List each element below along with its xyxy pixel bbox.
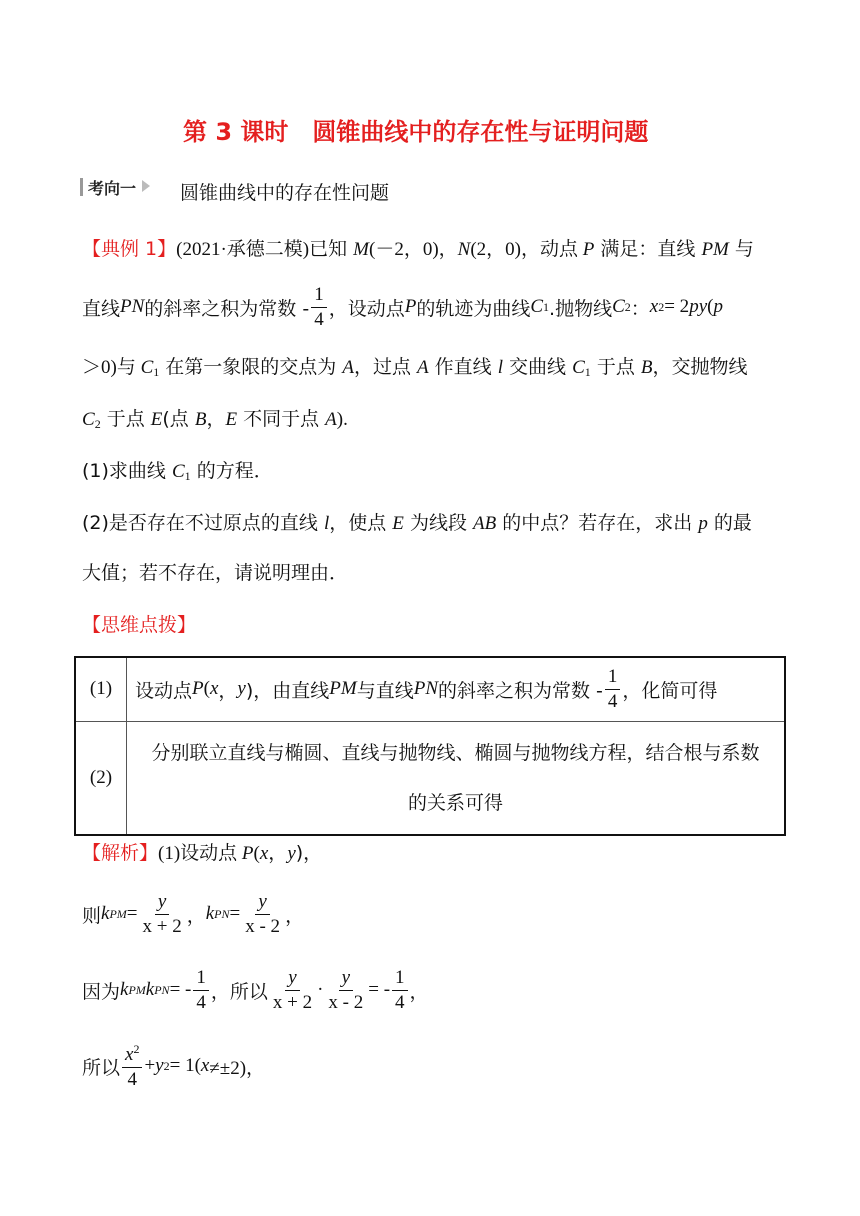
example-line-2: 直线 PN 的斜率之积为常数 - $\frac{1}{4}$ ，设动点 P 的轨迹为曲线 C 1 .抛物线 C 2 ： x 2 = 2 p y ( p xyxy=(82,283,723,330)
fraction: $\frac{1}{4}$ xyxy=(193,968,209,1013)
tag-bar xyxy=(80,178,83,196)
table-row xyxy=(75,657,785,721)
thinking-table xyxy=(74,656,786,836)
table-row xyxy=(75,721,785,835)
example-line-4: $C_2$ 于点 E(点 B，E 不同于点 A). xyxy=(82,408,348,431)
solution-line-3: 因为 k PM k PN = - $\frac{1}{4}$ ，所以 $\frac{y}{x + 2}$ · $\frac{y}{x - 2}$ = - $\frac{1}{4}$ ， xyxy=(82,966,429,1013)
fraction: $\frac{1}{4}$ xyxy=(392,968,408,1013)
section-tag xyxy=(80,176,176,198)
section-heading: 圆锥曲线中的存在性问题 xyxy=(180,182,390,204)
row-content: 设动点 P ( x ， y )，由直线 PM 与直线 PN 的斜率之积为常数 - $\frac{1}{4}$ ，化简可得 xyxy=(127,657,786,721)
question-1: (1)求曲线 $C_1$ 的方程． xyxy=(82,460,273,483)
row-content: 分别联立直线与椭圆、直线与抛物线、椭圆与抛物线方程，结合根与系数 的关系可得 xyxy=(127,721,786,835)
solution-line-4: 所以 $\frac{x^2}{4}$ + y 2 = 1( x ≠±2)， xyxy=(82,1041,266,1090)
fraction: $\frac{y}{x + 2}$ xyxy=(272,966,313,1013)
fraction: $\frac{x^2}{4}$ xyxy=(122,1043,142,1090)
solution-label: 【解析】 xyxy=(82,842,159,864)
solution-line-1: 【解析】(1)设动点 P(x，y)， xyxy=(82,842,323,864)
example-line-1: 【典例 1】(2021·承德二模)已知 M(－2，0)，N(2，0)，动点 P 满足：直线 PM 与 xyxy=(82,238,754,260)
fraction: $\frac{1}{4}$ xyxy=(605,667,621,712)
question-2: (2)是否存在不过原点的直线 l，使点 E 为线段 AB 的中点？若存在，求出 p 的最 xyxy=(82,512,752,534)
row-number: (2) xyxy=(75,721,127,835)
page-title: 第 3 课时 圆锥曲线中的存在性与证明问题 xyxy=(183,118,649,146)
triangle-icon xyxy=(142,180,150,192)
fraction: $\frac{y}{x + 2}$ xyxy=(142,890,182,937)
fraction: $\frac{1}{4}$ xyxy=(311,285,327,330)
tag-label: 考向一 xyxy=(88,179,137,198)
thinking-label: 【思维点拨】 xyxy=(82,614,197,636)
row-number: (1) xyxy=(75,657,127,721)
fraction: $\frac{y}{x - 2}$ xyxy=(328,966,364,1013)
solution-line-2: 则 k PM = $\frac{y}{x + 2}$ ， k PN = $\frac{y}{x - 2}$ ， xyxy=(82,890,305,937)
fraction: $\frac{y}{x - 2}$ xyxy=(245,890,281,937)
example-label: 【典例 1】 xyxy=(82,238,177,260)
question-2-cont: 大值；若不存在，请说明理由． xyxy=(82,562,349,584)
example-line-3: ＞0)与 $C_1$ 在第一象限的交点为 A，过点 A 作直线 l 交曲线 $C_1$ 于点 B，交抛物线 xyxy=(82,356,748,379)
